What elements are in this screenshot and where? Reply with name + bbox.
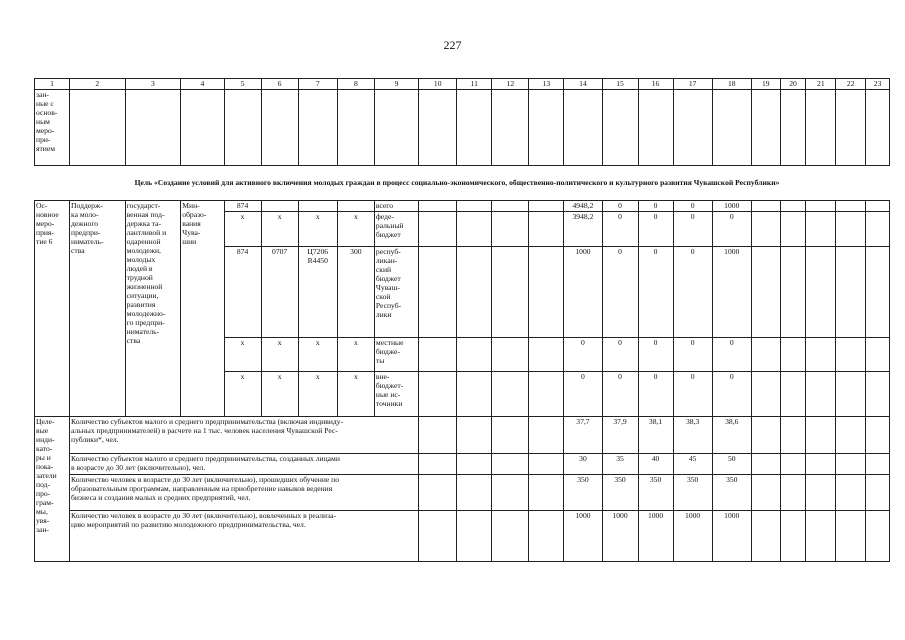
- empty-cell: [866, 454, 890, 475]
- indicator-2019-value: 1000: [564, 511, 602, 562]
- empty-cell: [751, 417, 780, 454]
- empty-cell: [806, 475, 836, 511]
- value-2020-cell: 0: [602, 212, 638, 247]
- empty-cell: [492, 338, 529, 372]
- indicator-2021-value: 1000: [638, 511, 673, 562]
- empty-cell: [457, 338, 492, 372]
- indicator-2023-value: 350: [712, 475, 751, 511]
- value-2019-cell: 0: [564, 338, 602, 372]
- grbs-code-cell: x: [224, 372, 261, 417]
- empty-cell: [780, 201, 806, 212]
- value-2022-cell: 0: [673, 372, 712, 417]
- empty-cell: [806, 212, 836, 247]
- empty-cell: [751, 511, 780, 562]
- empty-cell: [780, 417, 806, 454]
- empty-cell: [866, 201, 890, 212]
- continuation-table: [34, 78, 890, 166]
- indicator-2023-value: 50: [712, 454, 751, 475]
- indicator-row: [35, 511, 890, 562]
- section-code-cell: [261, 201, 298, 212]
- expense-type-cell: x: [337, 212, 374, 247]
- column-number: 15: [602, 79, 638, 90]
- empty-cell: [806, 511, 836, 562]
- indicators-label-cell: Целе- вые инди- като- ры и пока- затели под- про- грам- мы, увя- зан-: [35, 417, 70, 562]
- empty-cell: [529, 247, 564, 338]
- value-2023-cell: 0: [712, 212, 751, 247]
- value-2021-cell: 0: [638, 212, 673, 247]
- indicator-2020-value: 350: [602, 475, 638, 511]
- empty-cell: [419, 201, 457, 212]
- empty-cell: [529, 338, 564, 372]
- main-event-table: [34, 200, 890, 562]
- value-2023-cell: 0: [712, 372, 751, 417]
- indicator-2021-value: 40: [638, 454, 673, 475]
- column-number: 7: [298, 79, 337, 90]
- empty-cell: [492, 372, 529, 417]
- empty-cell: [419, 338, 457, 372]
- empty-cell: [529, 511, 564, 562]
- empty-cell: [836, 511, 866, 562]
- grbs-code-cell: 874: [224, 247, 261, 338]
- empty-cell: [457, 475, 492, 511]
- expense-type-cell: x: [337, 372, 374, 417]
- value-2020-cell: 0: [602, 201, 638, 212]
- empty-cell: [492, 201, 529, 212]
- column-number: 18: [712, 79, 751, 90]
- continuation-row: [35, 90, 890, 166]
- empty-cell: [529, 454, 564, 475]
- empty-cell: [457, 417, 492, 454]
- target-article-cell: x: [298, 212, 337, 247]
- empty-cell: [457, 247, 492, 338]
- section-code-cell: x: [261, 372, 298, 417]
- value-2019-cell: 1000: [564, 247, 602, 338]
- column-number: 10: [419, 79, 457, 90]
- empty-cell: [780, 454, 806, 475]
- event-name-cell: Поддерж- ка моло- дежного предпри- ниматель- ства: [70, 201, 126, 417]
- grbs-code-cell: 874: [224, 201, 261, 212]
- section-code-cell: x: [261, 212, 298, 247]
- column-number: 5: [224, 79, 261, 90]
- empty-cell: [866, 247, 890, 338]
- indicator-2023-value: 38,6: [712, 417, 751, 454]
- empty-cell: [419, 212, 457, 247]
- empty-cell: [419, 475, 457, 511]
- value-2019-cell: 3948,2: [564, 212, 602, 247]
- empty-cell: [836, 372, 866, 417]
- value-2020-cell: 0: [602, 247, 638, 338]
- empty-cell: [457, 372, 492, 417]
- empty-cell: [419, 511, 457, 562]
- goal-title: Цель «Создание условий для активного включения молодых граждан в процесс социально-экономического, общественно-политического и культурного развития Чувашской Республики»: [134, 178, 780, 187]
- empty-cell: [529, 372, 564, 417]
- target-article-cell: x: [298, 338, 337, 372]
- column-number: 2: [70, 79, 126, 90]
- column-number: 12: [492, 79, 529, 90]
- empty-cell: [419, 454, 457, 475]
- value-2019-cell: 0: [564, 372, 602, 417]
- funding-source-cell: респуб- ликан- ский бюджет Чуваш- ской Респуб- лики: [374, 247, 418, 338]
- empty-cell: [836, 212, 866, 247]
- empty-cell: [780, 511, 806, 562]
- funding-source-cell: местные бюдже- ты: [374, 338, 418, 372]
- expense-type-cell: 300: [337, 247, 374, 338]
- empty-cell: [806, 247, 836, 338]
- section-code-cell: x: [261, 338, 298, 372]
- indicator-text-cell: Количество человек в возрасте до 30 лет (включительно), вовлеченных в реализа- цию мероприятий по развитию молодежного предпринимательства, чел.: [70, 511, 419, 562]
- indicator-2019-value: 30: [564, 454, 602, 475]
- indicator-text-cell: Количество субъектов малого и среднего предпринимательства (включая индивиду- альных предпринимателей) в расчете на 1 тыс. человек населения Чувашской Рес- публики*, чел.: [70, 417, 419, 454]
- column-number: 20: [780, 79, 806, 90]
- responsible-executor-cell: Мин- образо- вания Чува- шии: [181, 201, 224, 417]
- value-2019-cell: 4948,2: [564, 201, 602, 212]
- column-number: 6: [261, 79, 298, 90]
- empty-cell: [492, 417, 529, 454]
- indicator-row: [35, 417, 890, 454]
- indicator-2019-value: 37,7: [564, 417, 602, 454]
- empty-cell: [866, 338, 890, 372]
- column-number: 8: [337, 79, 374, 90]
- empty-cell: [806, 338, 836, 372]
- page-number: 227: [443, 38, 462, 52]
- indicator-2022-value: 38,3: [673, 417, 712, 454]
- value-2022-cell: 0: [673, 212, 712, 247]
- empty-cell: [751, 201, 780, 212]
- empty-cell: [836, 417, 866, 454]
- value-2021-cell: 0: [638, 372, 673, 417]
- empty-cell: [806, 417, 836, 454]
- empty-cell: [866, 212, 890, 247]
- empty-cell: [866, 372, 890, 417]
- empty-cell: [836, 475, 866, 511]
- empty-cell: [780, 475, 806, 511]
- empty-cell: [751, 454, 780, 475]
- empty-cell: [866, 511, 890, 562]
- empty-cell: [751, 372, 780, 417]
- empty-cell: [780, 212, 806, 247]
- grbs-code-cell: x: [224, 212, 261, 247]
- indicator-2021-value: 350: [638, 475, 673, 511]
- empty-cell: [780, 338, 806, 372]
- indicator-2022-value: 1000: [673, 511, 712, 562]
- empty-cell: [492, 475, 529, 511]
- indicator-text-cell: Количество человек в возрасте до 30 лет (включительно), прошедших обучение по образовательным программам, направленным на приобретение навыков ведения бизнеса и создания малых и средних предприятий, чел.: [70, 475, 419, 511]
- empty-cell: [866, 475, 890, 511]
- column-number: 23: [866, 79, 890, 90]
- empty-cell: [751, 212, 780, 247]
- empty-cell: [780, 372, 806, 417]
- empty-cell: [836, 201, 866, 212]
- value-2022-cell: 0: [673, 201, 712, 212]
- empty-cell: [492, 454, 529, 475]
- target-article-cell: x: [298, 372, 337, 417]
- value-2020-cell: 0: [602, 338, 638, 372]
- column-number: 21: [806, 79, 836, 90]
- column-number: 14: [564, 79, 602, 90]
- indicator-2020-value: 1000: [602, 511, 638, 562]
- section-code-cell: 0707: [261, 247, 298, 338]
- empty-cell: [492, 511, 529, 562]
- indicator-2023-value: 1000: [712, 511, 751, 562]
- empty-cell: [836, 454, 866, 475]
- funding-row: [35, 201, 890, 212]
- empty-cell: [492, 212, 529, 247]
- indicator-2021-value: 38,1: [638, 417, 673, 454]
- value-2021-cell: 0: [638, 338, 673, 372]
- value-2023-cell: 0: [712, 338, 751, 372]
- column-number: 17: [673, 79, 712, 90]
- empty-cell: [806, 201, 836, 212]
- empty-cell: [806, 454, 836, 475]
- event-description-cell: государст- венная под- держка та- лантливой и одаренной молодежи, молодых людей в трудной жизненной ситуации, развития молодежно- го предпри- ниматель- ства: [125, 201, 181, 417]
- funding-source-cell: вне- бюджет- ные ис- точники: [374, 372, 418, 417]
- event-type-cell: Ос- новное меро- прия- тие 6: [35, 201, 70, 417]
- indicator-2020-value: 35: [602, 454, 638, 475]
- indicator-2022-value: 45: [673, 454, 712, 475]
- empty-cell: [419, 417, 457, 454]
- empty-cell: [419, 372, 457, 417]
- empty-cell: [529, 475, 564, 511]
- empty-cell: [751, 338, 780, 372]
- grbs-code-cell: x: [224, 338, 261, 372]
- indicator-text-cell: Количество субъектов малого и среднего предпринимательства, созданных лицами в возрасте до 30 лет (включительно), чел.: [70, 454, 419, 475]
- empty-cell: [529, 212, 564, 247]
- value-2022-cell: 0: [673, 247, 712, 338]
- empty-cell: [457, 212, 492, 247]
- column-number: 9: [374, 79, 418, 90]
- indicator-2022-value: 350: [673, 475, 712, 511]
- column-number: 1: [35, 79, 70, 90]
- empty-cell: [529, 417, 564, 454]
- empty-cell: [457, 511, 492, 562]
- column-number: 3: [125, 79, 181, 90]
- expense-type-cell: [337, 201, 374, 212]
- value-2023-cell: 1000: [712, 247, 751, 338]
- empty-cell: [751, 475, 780, 511]
- empty-cell: [529, 201, 564, 212]
- empty-cell: [866, 417, 890, 454]
- column-number: 19: [751, 79, 780, 90]
- empty-cell: [806, 372, 836, 417]
- column-number: 11: [457, 79, 492, 90]
- empty-cell: [836, 338, 866, 372]
- value-2021-cell: 0: [638, 247, 673, 338]
- value-2023-cell: 1000: [712, 201, 751, 212]
- empty-cell: [751, 247, 780, 338]
- funding-source-cell: феде- ральный бюджет: [374, 212, 418, 247]
- column-number: 16: [638, 79, 673, 90]
- value-2020-cell: 0: [602, 372, 638, 417]
- target-article-cell: Ц7206 R4450: [298, 247, 337, 338]
- indicator-row: [35, 475, 890, 511]
- column-number: 22: [836, 79, 866, 90]
- value-2022-cell: 0: [673, 338, 712, 372]
- column-number-row: [35, 79, 890, 90]
- empty-cell: [492, 247, 529, 338]
- empty-cell: [419, 247, 457, 338]
- expense-type-cell: x: [337, 338, 374, 372]
- value-2021-cell: 0: [638, 201, 673, 212]
- empty-cell: [836, 247, 866, 338]
- target-article-cell: [298, 201, 337, 212]
- indicator-2020-value: 37,9: [602, 417, 638, 454]
- indicator-row: [35, 454, 890, 475]
- indicator-2019-value: 350: [564, 475, 602, 511]
- continuation-cell: зан- ные с основ- ным меро- при- ятием: [35, 90, 70, 166]
- empty-cell: [457, 201, 492, 212]
- empty-cell: [457, 454, 492, 475]
- funding-source-cell: всего: [374, 201, 418, 212]
- column-number: 4: [181, 79, 224, 90]
- column-number: 13: [529, 79, 564, 90]
- empty-cell: [780, 247, 806, 338]
